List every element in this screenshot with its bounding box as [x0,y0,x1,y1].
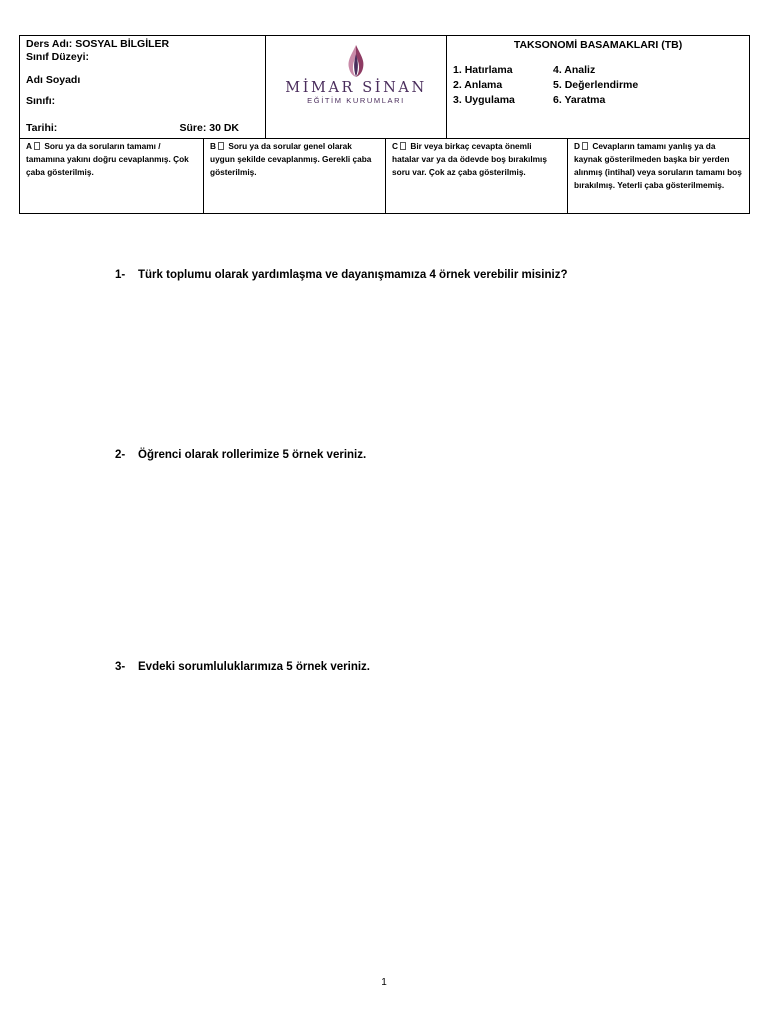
taxonomy-item: 3. Uygulama [453,94,515,106]
grade-letter: D [574,141,581,151]
duration-label: Süre: 30 DK [179,122,240,134]
grade-description: Bir veya birkaç cevapta önemli hatalar var ya da ödevde boş bırakılmış soru var. Çok az çaba gösterilmiş. [392,141,547,177]
taxonomy-item: 2. Anlama [453,79,503,91]
grade-criteria-b [204,139,386,214]
question-text: Evdeki sorumluluklarımıza 5 örnek veriniz. [138,661,371,673]
taxonomy-item: 6. Yaratma [553,94,606,106]
taxonomy-item: 1. Hatırlama [453,64,513,76]
student-info-cell [20,36,266,139]
student-name-label: Adı Soyadı [26,74,81,86]
taxonomy-title: TAKSONOMİ BASAMAKLARI (TB) [513,39,683,51]
grade-letter: A [26,141,32,151]
school-logo [266,44,446,105]
question-2 [115,449,366,461]
grade-criteria-d [568,139,750,214]
checkbox-icon [218,142,224,150]
taxonomy-item: 4. Analiz [553,64,596,76]
grade-level-label: Sınıf Düzeyi: [26,51,90,63]
logo-brand-text: MİMAR SİNAN [285,80,427,96]
flame-logo-icon [343,44,369,78]
taxonomy-list [453,63,743,107]
grade-description: Soru ya da soruların tamamı / tamamına yakını doğru cevaplanmış. Çok çaba gösterilmiş. [26,141,189,177]
grade-criteria-a [20,139,204,214]
checkbox-icon [34,142,40,150]
question-number: 3- [115,661,126,673]
question-number: 2- [115,449,126,461]
question-3 [115,661,370,673]
checkbox-icon [582,142,588,150]
logo-cell [266,36,447,139]
grade-description: Soru ya da sorular genel olarak uygun şekilde cevaplanmış. Gerekli çaba gösterilmiş. [210,141,372,177]
question-text: Türk toplumu olarak yardımlaşma ve dayanışmamıza 4 örnek verebilir misiniz? [138,269,568,281]
question-text: Öğrenci olarak rollerimize 5 örnek veriniz. [138,449,367,461]
question-1 [115,269,568,281]
grade-description: Cevapların tamamı yanlış ya da kaynak gösterilmeden başka bir yerden alınmış (intihal) veya soruların tamamı boş bırakılmış. Yeterli çaba gösterilmemiş. [574,141,742,190]
question-number: 1- [115,269,126,281]
grade-letter: C [392,141,399,151]
logo-subtitle-text: EĞİTİM KURUMLARI [307,96,405,105]
page-number: 1 [381,977,387,988]
class-label: Sınıfı: [26,95,56,107]
taxonomy-cell [447,36,750,139]
date-label: Tarihi: [26,122,58,134]
date-duration-row [26,122,259,135]
checkbox-icon [400,142,406,150]
header-table [19,35,750,214]
grade-criteria-c [386,139,568,214]
grade-letter: B [210,141,216,151]
taxonomy-item: 5. Değerlendirme [553,79,639,91]
course-label: Ders Adı: SOSYAL BİLGİLER [26,38,170,50]
